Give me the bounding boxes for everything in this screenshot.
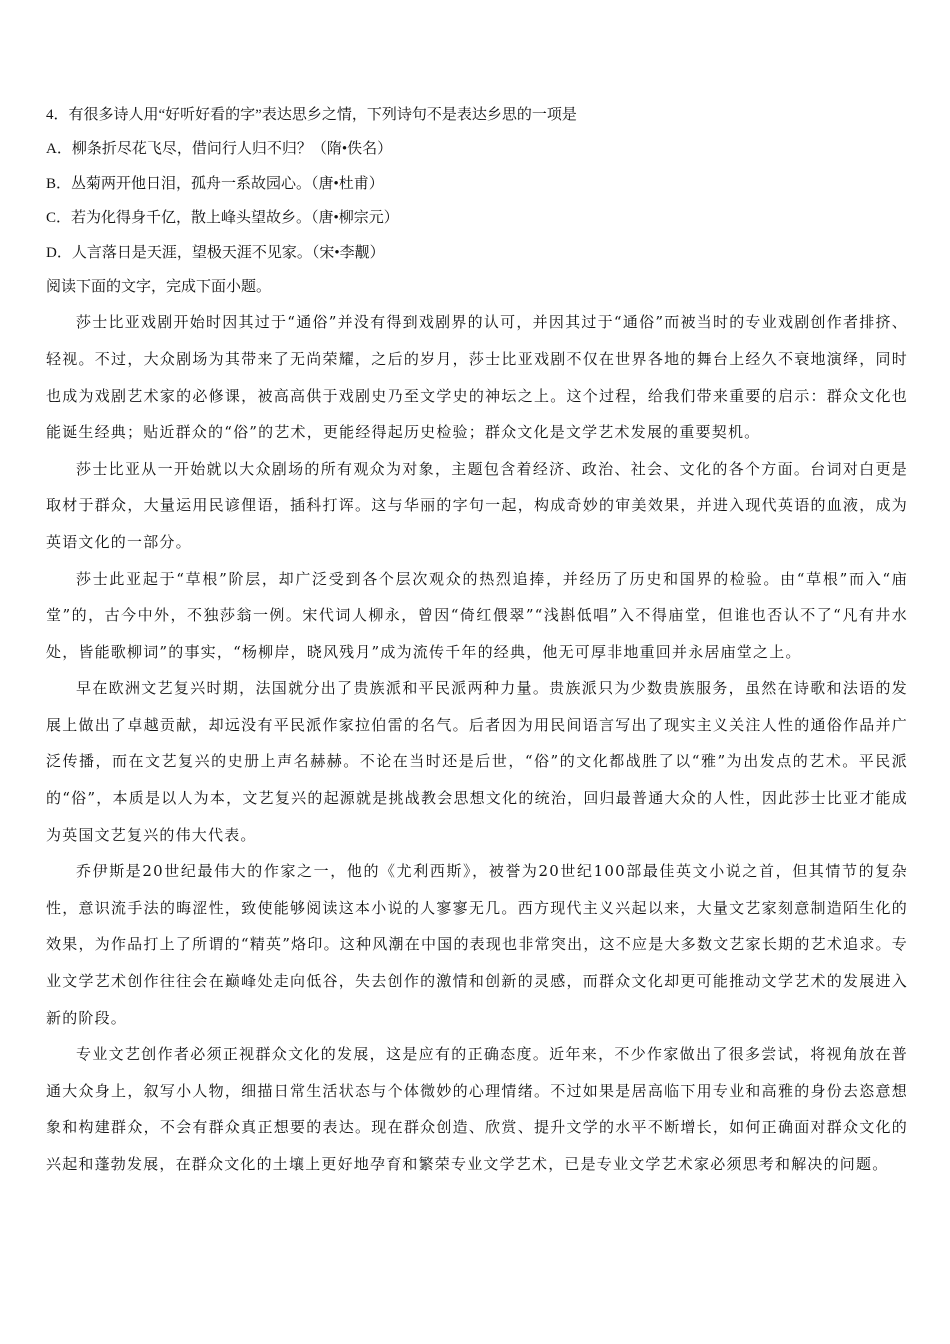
passage-paragraph-3: 莎士此亚起于“草根”阶层，却广泛受到各个层次观众的热烈追捧，并经历了历史和国界的检验。由“草根”而入“庙堂”的，古今中外，不独莎翁一例。宋代词人柳永，曾因“倚红偎翠”“浅斟低唱”入不得庙堂，但谁也否认不了“凡有井水处，皆能歌柳词”的事实，“杨柳岸，晓风残月”成为流传千年的经典，他无可厚非地重回并永居庙堂之上。: [46, 569, 908, 661]
passage-paragraph-4: 早在欧洲文艺复兴时期，法国就分出了贵族派和平民派两种力量。贵族派只为少数贵族服务，虽然在诗歌和法语的发展上做出了卓越贡献，却远没有平民派作家拉伯雷的名气。后者因为用民间语言写出了现实主义关注人性的通俗作品并广泛传播，而在文艺复兴的史册上声名赫赫。不论在当时还是后世，“俗”的文化都战胜了以“雅”为出发点的艺术。平民派的“俗”，本质是以人为本，文艺复兴的起源就是挑战教会思想文化的统治，回归最普通大众的人性，因此莎士比亚才能成为英国文艺复兴的伟大代表。: [46, 679, 908, 844]
option-label: D．: [46, 244, 72, 261]
option-text: 若为化得身千亿，散上峰头望故乡。（唐•柳宗元）: [71, 210, 399, 227]
reading-instruction: 阅读下面的文字，完成下面小题。: [46, 278, 272, 295]
option-d: [46, 236, 908, 270]
exam-page: [46, 98, 908, 1183]
question-stem: 4．有很多诗人用“好听好看的字”表达思乡之情，下列诗句不是表达乡思的一项是: [46, 107, 577, 123]
option-b: [46, 167, 908, 201]
option-text: 人言落日是天涯，望极天涯不见家。（宋•李觏）: [71, 244, 385, 261]
question-4: [46, 98, 908, 304]
passage-paragraph-1: 莎士比亚戏剧开始时因其过于“通俗”并没有得到戏剧界的认可，并因其过于“通俗”而被当时的专业戏剧创作者排挤、轻视。不过，大众剧场为其带来了无尚荣耀，之后的岁月，莎士比亚戏剧不仅在世界各地的舞台上经久不衰地演绎，同时也成为戏剧艺术家的必修课，被高高供于戏剧史乃至文学史的神坛之上。这个过程，给我们带来重要的启示：群众文化也能诞生经典；贴近群众的“俗”的艺术，更能经得起历史检验；群众文化是文学艺术发展的重要契机。: [46, 313, 908, 442]
option-text: 丛菊两开他日泪，孤舟一系故园心。（唐•杜甫）: [71, 175, 384, 192]
option-label: B．: [46, 175, 72, 192]
option-c: [46, 201, 908, 235]
option-label: C．: [46, 210, 72, 227]
option-label: A．: [46, 141, 72, 158]
passage-paragraph-5: 乔伊斯是20世纪最伟大的作家之一，他的《尤利西斯》，被誉为20世纪100部最佳英文小说之首，但其情节的复杂性，意识流手法的晦涩性，致使能够阅读这本小说的人寥寥无几。西方现代主义兴起以来，大量文艺家刻意制造陌生化的效果，为作品打上了所谓的“精英”烙印。这种风潮在中国的表现也非常突出，这不应是大多数文艺家长期的艺术追求。专业文学艺术创作往往会在巅峰处走向低谷，失去创作的激情和创新的灵感，而群众文化却更可能推动文学艺术的发展进入新的阶段。: [46, 862, 908, 1027]
passage-paragraph-2: 莎士比亚从一开始就以大众剧场的所有观众为对象，主题包含着经济、政治、社会、文化的各个方面。台词对白更是取材于群众，大量运用民谚俚语，插科打诨。这与华丽的字句一起，构成奇妙的审美效果，并进入现代英语的血液，成为英语文化的一部分。: [46, 459, 908, 551]
option-text: 柳条折尽花飞尽，借问行人归不归？（隋•佚名）: [71, 141, 393, 158]
reading-passage: [46, 304, 908, 1182]
option-a: [46, 132, 908, 166]
passage-paragraph-6: 专业文艺创作者必须正视群众文化的发展，这是应有的正确态度。近年来，不少作家做出了很多尝试，将视角放在普通大众身上，叙写小人物，细描日常生活状态与个体微妙的心理情绪。不过如果是居高临下用专业和高雅的身份去恣意想象和构建群众，不会有群众真正想要的表达。现在群众创造、欣赏、提升文学的水平不断增长，如何正确面对群众文化的兴起和蓬勃发展，在群众文化的土壤上更好地孕育和繁荣专业文学艺术，已是专业文学艺术家必须思考和解决的问题。: [46, 1045, 908, 1173]
